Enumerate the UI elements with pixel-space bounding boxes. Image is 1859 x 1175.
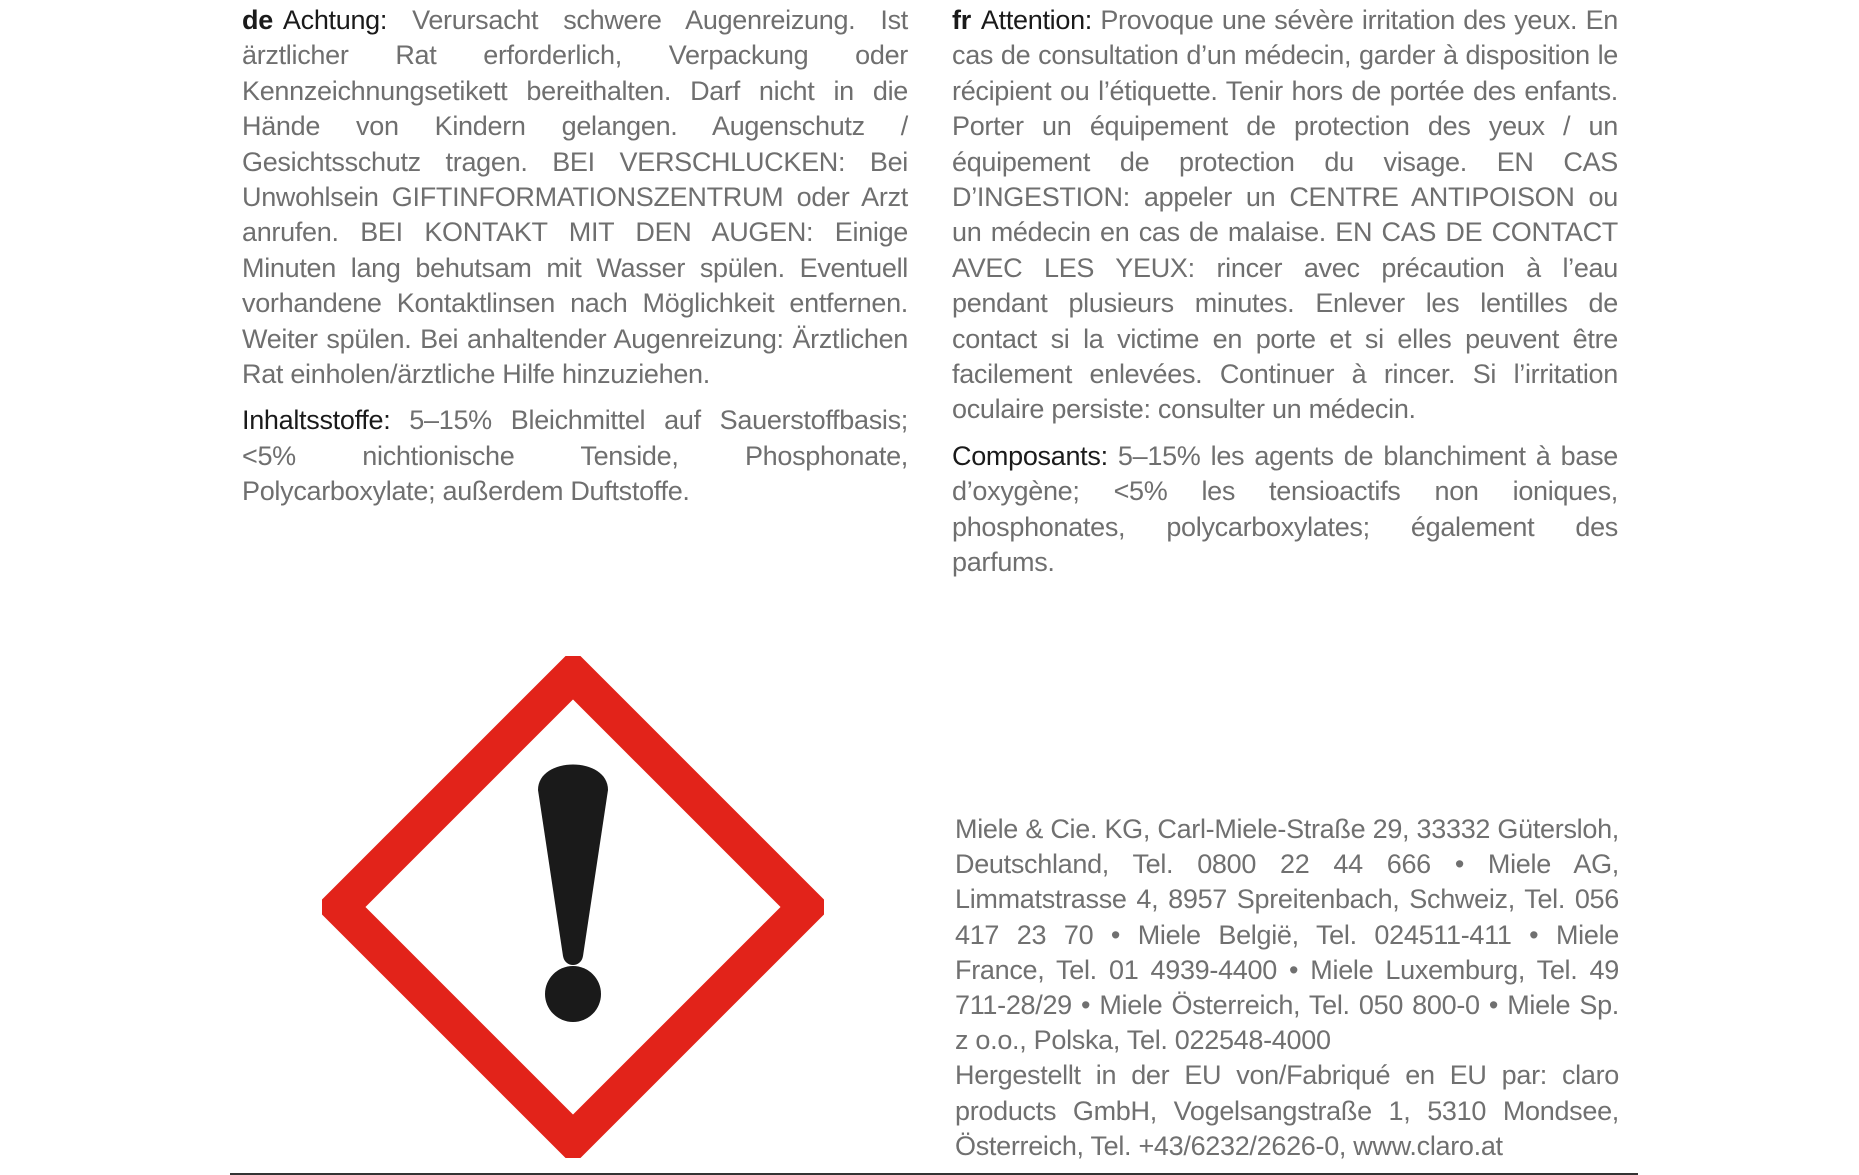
french-ingredients-label: Composants: [952,440,1108,471]
german-warning-label: Achtung: [282,5,388,35]
french-warning-text: Provoque une sévère irritation des yeux. En cas de consultation d’un médecin, garder à disposition le récipient ou l’étiquette. Tenir hors de portée des enfants. Porter un équipement de protection des yeux / un équipement de protection du visage. EN CAS D’INGESTION: appeler un CENTRE ANTIPOISON ou un médecin en cas de malaise. EN CAS DE CONTACT AVEC LES YEUX: rincer avec précaution à l’eau pendant plusieurs minutes. Enlever les lentilles de contact si la victime en porte et si elles peuvent être facilement enlevées. Continuer à rincer. Si l’irritation oculaire persiste: consulter un médecin. [952,5,1618,425]
german-language-code: de [242,5,273,35]
german-section [242,3,908,510]
french-ingredients-text: 5–15% les agents de blanchiment à base d’oxygène; <5% les tensioactifs non ioniques, phosphonates, polycarboxylates; également des parfums. [952,440,1618,578]
distributor-addresses: Miele & Cie. KG, Carl-Miele-Straße 29, 33332 Gütersloh, Deutschland, Tel. 0800 22 44 666 • Miele AG, Limmatstrasse 4, 8957 Spreitenbach, Schweiz, Tel. 056 417 23 70 • Miele België, Tel. 024511-411 • Miele France, Tel. 01 4939-4400 • Miele Luxemburg, Tel. 49 711-28/29 • Miele Österreich, Tel. 050 800-0 • Miele Sp. z o.o., Polska, Tel. 022548-4000 [955,814,1619,1056]
german-ingredients-text: 5–15% Bleichmittel auf Sauerstoffbasis; <5% nichtionische Tenside, Phosphonate, Polycarboxylate; außerdem Duftstoffe. [242,405,908,507]
manufacturer-address: Hergestellt in der EU von/Fabriqué en EU par: claro products GmbH, Vogelsangstraße 1, 5310 Mondsee, Österreich, Tel. +43/6232/2626-0, www.claro.at [955,1060,1619,1161]
french-language-code: fr [952,5,971,35]
french-warning-paragraph [952,3,1618,428]
french-ingredients-paragraph [952,439,1618,581]
ghs07-exclamation-mark-icon [322,656,824,1158]
contact-section [955,812,1619,1164]
exclamation-dot [545,966,601,1022]
french-warning-label: Attention: [980,5,1092,35]
german-ingredients-paragraph [242,403,908,509]
german-warning-text: Verursacht schwere Augenreizung. Ist ärztlicher Rat erforderlich, Verpackung oder Kennzeichnungsetikett bereithalten. Darf nicht in die Hände von Kindern gelangen. Augenschutz / Gesichtsschutz tragen. BEI VERSCHLUCKEN: Bei Unwohlsein GIFTINFORMATIONSZENTRUM oder Arzt anrufen. BEI KONTAKT MIT DEN AUGEN: Einige Minuten lang behutsam mit Wasser spülen. Eventuell vorhandene Kontaktlinsen nach Möglichkeit entfernen. Weiter spülen. Bei anhaltender Augenreizung: Ärztlichen Rat einholen/ärztliche Hilfe hinzuziehen. [242,5,908,390]
german-ingredients-label: Inhaltsstoffe: [242,405,391,436]
german-warning-paragraph [242,3,908,392]
french-section [952,3,1618,581]
